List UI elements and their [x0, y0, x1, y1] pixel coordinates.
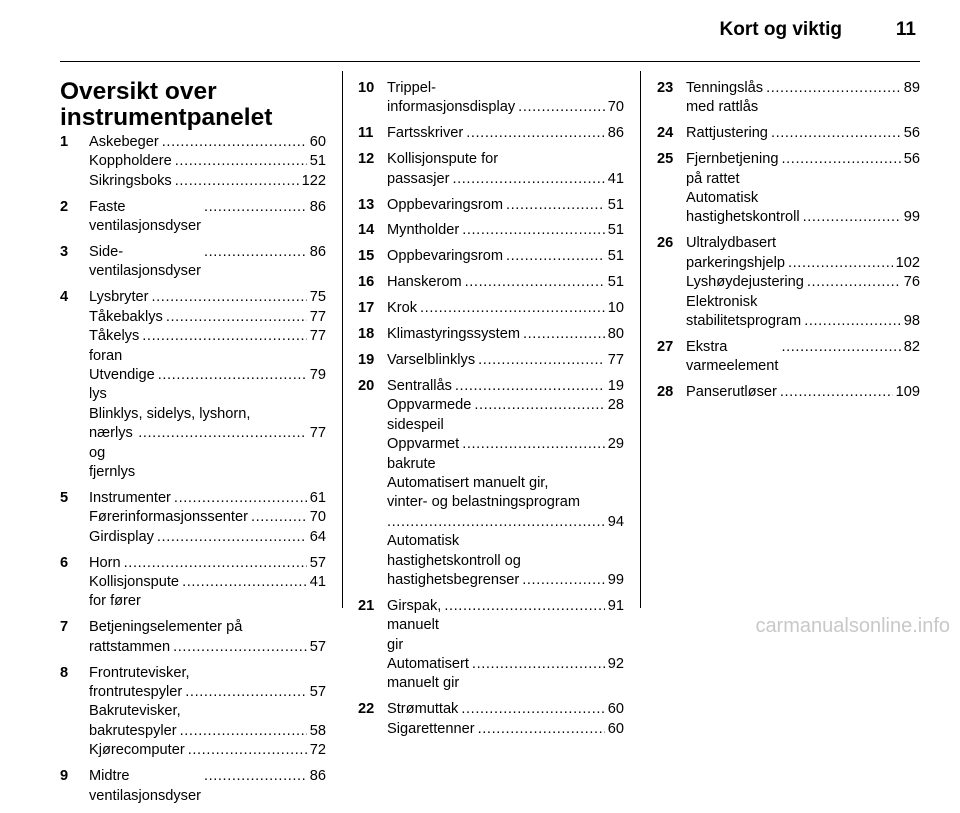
entry-number: 16: [358, 274, 375, 291]
entry-text: Frontrutevisker,: [89, 664, 190, 681]
entry-line: [686, 273, 920, 292]
entry-line: [387, 571, 624, 590]
entry-text: Tåkebaklys: [89, 308, 163, 325]
entry-line: [387, 79, 624, 98]
entry-number: 11: [358, 125, 374, 142]
index-entry: [657, 79, 920, 118]
page-reference: 80: [607, 326, 624, 343]
entry-line: [89, 528, 326, 547]
page-reference: 77: [309, 425, 326, 442]
page-reference: 82: [903, 338, 920, 355]
entry-text: hastighetskontroll: [686, 209, 800, 226]
index-entry: [60, 618, 326, 657]
leader-dots: [506, 196, 605, 215]
entry-text: Tåkelys foran: [89, 328, 140, 364]
page-reference: 29: [607, 436, 624, 453]
page-reference: 94: [607, 513, 624, 530]
entry-text: Horn: [89, 554, 121, 571]
leader-dots: [780, 383, 893, 402]
leader-dots: [803, 208, 901, 227]
leader-dots: [452, 170, 604, 189]
index-entry: [60, 664, 326, 761]
page-reference: 19: [607, 377, 624, 394]
entry-number: 1: [60, 134, 69, 150]
entry-line: [387, 150, 624, 169]
index-entry: [358, 221, 624, 240]
leader-dots: [462, 435, 605, 454]
entry-number: 8: [60, 664, 69, 681]
leader-dots: [523, 325, 605, 344]
entry-line: [387, 221, 624, 240]
entry-line: [387, 273, 624, 292]
entry-text: Lysbryter: [89, 289, 149, 306]
index-entry: [358, 377, 624, 590]
entry-text: Førerinformasjonssenter: [89, 509, 248, 526]
entry-text: Krok: [387, 300, 418, 317]
entry-text: Myntholder: [387, 222, 460, 239]
entry-line: [387, 124, 624, 143]
entry-text: hastighetsbegrenser: [387, 571, 520, 588]
entry-number: 7: [60, 619, 69, 636]
leader-dots: [788, 254, 893, 273]
entry-number: 6: [60, 554, 69, 571]
leader-dots: [124, 554, 307, 573]
index-entry: [60, 554, 326, 612]
entry-number: 5: [60, 489, 69, 506]
leader-dots: [157, 528, 307, 547]
entry-line: [686, 338, 920, 377]
entry-line: [686, 293, 920, 312]
leader-dots: [175, 152, 307, 171]
index-entry: [358, 247, 624, 266]
page-reference: 102: [895, 254, 920, 271]
entry-text: Instrumenter: [89, 489, 171, 506]
entry-line: [89, 327, 326, 366]
index-entry: [358, 325, 624, 344]
leader-dots: [766, 79, 901, 98]
page-reference: 76: [903, 274, 920, 291]
entry-text: Automatisert manuelt gir: [387, 656, 469, 692]
entry-text: Oppbevaringsrom: [387, 196, 503, 213]
page-reference: 79: [309, 366, 326, 383]
index-entry: [358, 700, 624, 739]
entry-text: Utvendige lys: [89, 366, 155, 403]
leader-dots: [387, 513, 605, 532]
page-heading-line-1: Oversikt over: [60, 78, 217, 105]
entry-number: 18: [358, 326, 375, 343]
watermark: carmanualsonline.info: [755, 615, 950, 637]
index-entry: [657, 150, 920, 228]
page-reference: 41: [607, 170, 624, 187]
entry-number: 28: [657, 384, 674, 401]
leader-dots: [478, 351, 605, 370]
index-entry: [358, 597, 624, 694]
entry-line: [89, 405, 326, 424]
entry-text: Kollisjonspute for: [387, 151, 499, 168]
index-column-2: [358, 79, 624, 746]
leader-dots: [522, 571, 605, 590]
page-reference: 51: [607, 196, 624, 213]
page-reference: 122: [301, 172, 326, 189]
leader-dots: [444, 597, 604, 616]
entry-text: Kjørecomputer: [89, 742, 185, 759]
leader-dots: [166, 308, 307, 327]
entry-line: [89, 508, 326, 527]
page-heading: [60, 79, 326, 131]
entry-line: [387, 655, 624, 694]
entry-number: 10: [358, 80, 375, 96]
index-entry: [60, 243, 326, 282]
page-header: [0, 0, 960, 62]
page-reference: 61: [309, 489, 326, 506]
entry-text: Automatisk: [387, 533, 460, 550]
page-reference: 91: [607, 597, 624, 614]
entry-line: [686, 254, 920, 273]
page-reference: 86: [309, 244, 326, 261]
entry-line: [89, 702, 326, 721]
index-entry: [657, 124, 920, 143]
entry-line: [387, 720, 624, 739]
entry-line: [686, 312, 920, 331]
entry-text: Side- ventilasjonsdyser: [89, 244, 201, 280]
index-entry: [358, 299, 624, 318]
page-reference: 98: [903, 312, 920, 329]
page-reference: 109: [895, 384, 920, 401]
entry-number: 13: [358, 196, 375, 213]
leader-dots: [465, 273, 605, 292]
page-reference: 77: [607, 351, 624, 368]
entry-line: [89, 198, 326, 237]
index-entry: [358, 124, 624, 143]
page-reference: 86: [607, 125, 624, 142]
page-reference: 51: [607, 248, 624, 265]
entry-line: [387, 435, 624, 474]
page-reference: 92: [607, 656, 624, 673]
page-reference: 57: [309, 684, 326, 701]
page-reference: 72: [309, 742, 326, 759]
page-reference: 60: [607, 701, 624, 718]
page-reference: 99: [607, 571, 624, 588]
leader-dots: [173, 638, 307, 657]
entry-number: 22: [358, 701, 375, 718]
entry-line: [89, 573, 326, 612]
entry-line: [387, 396, 624, 435]
entry-text: Panserutløser: [686, 384, 777, 401]
index-entry: [60, 133, 326, 191]
column-divider-1: [342, 71, 343, 608]
entry-line: [387, 377, 624, 396]
leader-dots: [466, 124, 605, 143]
index-entry: [60, 767, 326, 806]
page-reference: 75: [309, 289, 326, 306]
page-reference: 57: [309, 638, 326, 655]
leader-dots: [771, 124, 901, 143]
entry-line: [686, 208, 920, 227]
page-reference: 41: [309, 574, 326, 591]
entry-line: [686, 79, 920, 118]
entry-text: Strømuttak: [387, 701, 459, 718]
leader-dots: [188, 741, 307, 760]
entry-text: Fjernbetjening på rattet: [686, 151, 779, 187]
entry-line: [89, 722, 326, 741]
page-reference: 51: [607, 274, 624, 291]
entry-line: [387, 196, 624, 215]
entry-text: Blinklys, sidelys, lyshorn,: [89, 405, 251, 422]
entry-number: 21: [358, 597, 375, 614]
entry-text: Klimastyringssystem: [387, 326, 520, 343]
entry-line: [89, 366, 326, 405]
entry-number: 9: [60, 768, 69, 785]
leader-dots: [175, 172, 299, 191]
entry-line: [387, 351, 624, 370]
leader-dots: [781, 338, 900, 357]
entry-line: [686, 189, 920, 208]
entry-line: [387, 597, 624, 655]
leader-dots: [420, 299, 605, 318]
index-entry: [60, 198, 326, 237]
entry-line: [89, 489, 326, 508]
entry-number: 14: [358, 222, 375, 239]
entry-line: [89, 618, 326, 637]
section-title: Kort og viktig: [719, 19, 842, 40]
index-entry: [657, 234, 920, 331]
entry-text: Sigarettenner: [387, 720, 475, 737]
page-reference: 56: [903, 151, 920, 168]
column-divider-2: [640, 71, 641, 608]
entry-text: nærlys og fjernlys: [89, 425, 136, 480]
entry-line: [387, 700, 624, 719]
entry-line: [89, 554, 326, 573]
page-reference: 57: [309, 554, 326, 571]
leader-dots: [251, 508, 307, 527]
page-reference: 10: [607, 300, 624, 317]
entry-text: Sentrallås: [387, 377, 452, 394]
entry-line: [387, 299, 624, 318]
entry-text: Fartsskriver: [387, 125, 464, 142]
leader-dots: [182, 573, 307, 592]
entry-text: Tenningslås med rattlås: [686, 80, 764, 116]
page-reference: 28: [607, 397, 624, 414]
entry-number: 4: [60, 289, 69, 306]
entry-line: [686, 383, 920, 402]
entry-text: Oppbevaringsrom: [387, 248, 503, 265]
entry-line: [387, 325, 624, 344]
entry-text: Kollisjonspute for fører: [89, 574, 180, 610]
entry-text: Lyshøydejustering: [686, 274, 804, 291]
entry-line: [89, 133, 326, 152]
entry-line: [89, 664, 326, 683]
leader-dots: [204, 767, 307, 786]
entry-text: Rattjustering: [686, 125, 768, 142]
entry-number: 17: [358, 300, 375, 317]
page-reference: 86: [309, 768, 326, 785]
leader-dots: [180, 722, 307, 741]
leader-dots: [185, 683, 306, 702]
page-reference: 77: [309, 308, 326, 325]
entry-line: [89, 288, 326, 307]
entry-number: 20: [358, 377, 375, 394]
entry-line: [89, 638, 326, 657]
page-reference: 51: [309, 153, 326, 170]
entry-text: Faste ventilasjonsdyser: [89, 198, 201, 235]
entry-number: 27: [657, 338, 674, 355]
entry-line: [387, 493, 624, 512]
leader-dots: [204, 243, 307, 262]
leader-dots: [138, 424, 307, 443]
index-entry: [358, 351, 624, 370]
page-reference: 89: [903, 80, 920, 96]
entry-text: bakrutespyler: [89, 722, 177, 739]
index-entry: [60, 288, 326, 482]
entry-line: [387, 474, 624, 493]
entry-text: hastighetskontroll og: [387, 552, 521, 569]
entry-number: 19: [358, 351, 375, 368]
entry-text: frontrutespyler: [89, 684, 183, 701]
page-reference: 70: [309, 509, 326, 526]
leader-dots: [158, 366, 307, 385]
page-reference: 99: [903, 209, 920, 226]
leader-dots: [142, 327, 306, 346]
page-reference: 86: [309, 198, 326, 215]
entry-text: Ekstra varmeelement: [686, 338, 779, 375]
entry-text: Elektronisk: [686, 293, 758, 310]
entry-line: [89, 424, 326, 482]
entry-text: Oppvarmede sidespeil: [387, 397, 472, 433]
header-rule: [60, 61, 920, 62]
page-reference: 51: [607, 222, 624, 239]
index-entry: [358, 150, 624, 189]
entry-line: [89, 767, 326, 806]
entry-text: Automatisk: [686, 190, 759, 207]
index-entry: [358, 79, 624, 118]
entry-line: [387, 98, 624, 117]
entry-text: Girdisplay: [89, 528, 154, 545]
entry-line: [387, 170, 624, 189]
entry-text: Midtre ventilasjonsdyser: [89, 768, 201, 804]
entry-text: Automatisert manuelt gir,: [387, 474, 549, 491]
index-entry: [657, 338, 920, 377]
entry-number: 26: [657, 235, 674, 252]
entry-line: [89, 172, 326, 191]
leader-dots: [455, 377, 605, 396]
entry-line: [686, 150, 920, 189]
page-reference: 64: [309, 528, 326, 545]
index-entry: [358, 196, 624, 215]
entry-text: Girspak, manuelt gir: [387, 597, 442, 653]
entry-line: [387, 532, 624, 551]
leader-dots: [807, 273, 901, 292]
index-column-3: [657, 79, 920, 409]
page-reference: 58: [309, 722, 326, 739]
entry-text: Koppholdere: [89, 153, 172, 170]
leader-dots: [478, 720, 605, 739]
entry-line: [89, 243, 326, 282]
entry-text: Askebeger: [89, 134, 159, 150]
leader-dots: [174, 489, 307, 508]
page-heading-line-2: instrumentpanelet: [60, 104, 273, 131]
entry-line: [686, 234, 920, 253]
entry-text: parkeringshjelp: [686, 254, 785, 271]
entry-line: [387, 247, 624, 266]
entry-text: Trippel-: [387, 80, 436, 96]
leader-dots: [782, 150, 901, 169]
leader-dots: [204, 198, 307, 217]
entry-text: Ultralydbasert: [686, 235, 777, 252]
entry-text: stabilitetsprogram: [686, 312, 802, 329]
entry-number: 12: [358, 151, 375, 168]
leader-dots: [506, 247, 605, 266]
leader-dots: [804, 312, 901, 331]
entry-number: 2: [60, 198, 69, 215]
entry-text: Bakrutevisker,: [89, 703, 181, 720]
entry-line: [89, 741, 326, 760]
index-entry: [60, 489, 326, 547]
entry-text: Betjeningselementer på: [89, 619, 243, 636]
entry-text: passasjer: [387, 170, 450, 187]
leader-dots: [474, 396, 604, 415]
entry-text: vinter- og belastningsprogram: [387, 494, 581, 511]
entry-text: Varselblinklys: [387, 351, 476, 368]
leader-dots: [462, 221, 605, 240]
entry-line: [686, 124, 920, 143]
leader-dots: [162, 133, 307, 152]
leader-dots: [151, 288, 306, 307]
entry-number: 24: [657, 125, 674, 142]
entry-line: [387, 513, 624, 532]
page-reference: 60: [607, 720, 624, 737]
entry-text: Sikringsboks: [89, 172, 172, 189]
entry-text: Oppvarmet bakrute: [387, 436, 460, 472]
entry-number: 3: [60, 244, 69, 261]
page-reference: 77: [309, 328, 326, 345]
leader-dots: [472, 655, 605, 674]
index-entry: [358, 273, 624, 292]
entry-text: Hanskerom: [387, 274, 462, 291]
index-column-1: [60, 79, 326, 813]
entry-number: 23: [657, 80, 674, 96]
entry-text: informasjonsdisplay: [387, 99, 516, 116]
leader-dots: [518, 98, 605, 117]
index-entry: [657, 383, 920, 402]
page-number: 11: [895, 19, 916, 40]
entry-line: [89, 308, 326, 327]
entry-line: [89, 152, 326, 171]
page-reference: 60: [309, 134, 326, 150]
entry-number: 25: [657, 151, 674, 168]
entry-number: 15: [358, 248, 375, 265]
page-reference: 70: [607, 99, 624, 116]
entry-text: rattstammen: [89, 638, 171, 655]
leader-dots: [461, 700, 604, 719]
entry-line: [387, 552, 624, 571]
page-reference: 56: [903, 125, 920, 142]
entry-line: [89, 683, 326, 702]
